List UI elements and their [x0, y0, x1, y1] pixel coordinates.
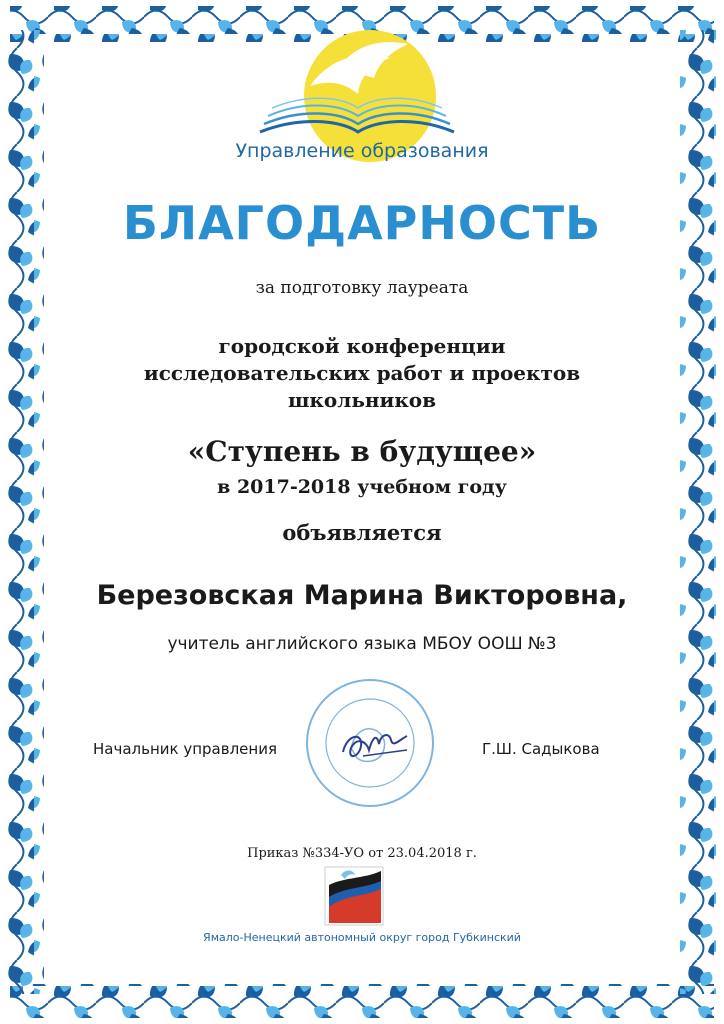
region-footer: Ямало-Ненецкий автономный округ город Губкинский	[203, 931, 521, 944]
organization-name: Управление образования	[235, 140, 489, 162]
recipient-name: Березовская Марина Викторовна,	[96, 580, 628, 611]
page-title: БЛАГОДАРНОСТЬ	[122, 196, 602, 250]
conference-line: исследовательских работ и проектов	[143, 361, 581, 385]
conference-line: школьников	[287, 388, 437, 412]
official-stamp	[303, 676, 438, 811]
recipient-position: учитель английского языка МБОУ ООШ №3	[167, 634, 557, 654]
year-line: в 2017-2018 учебном году	[217, 476, 507, 498]
signer-name: Г.Ш. Садыкова	[482, 740, 600, 758]
conference-line: городской конференции	[218, 334, 506, 358]
conference-description	[0, 333, 724, 414]
signer-position: Начальник управления	[93, 740, 277, 758]
order-line: Приказ №334-УО от 23.04.2018 г.	[247, 846, 477, 861]
conference-name: «Ступень в будущее»	[187, 435, 537, 468]
announced-line: объявляется	[282, 520, 442, 545]
city-emblem-icon	[323, 865, 385, 927]
intro-line: за подготовку лауреата	[255, 278, 469, 298]
handwritten-signature	[343, 735, 407, 756]
